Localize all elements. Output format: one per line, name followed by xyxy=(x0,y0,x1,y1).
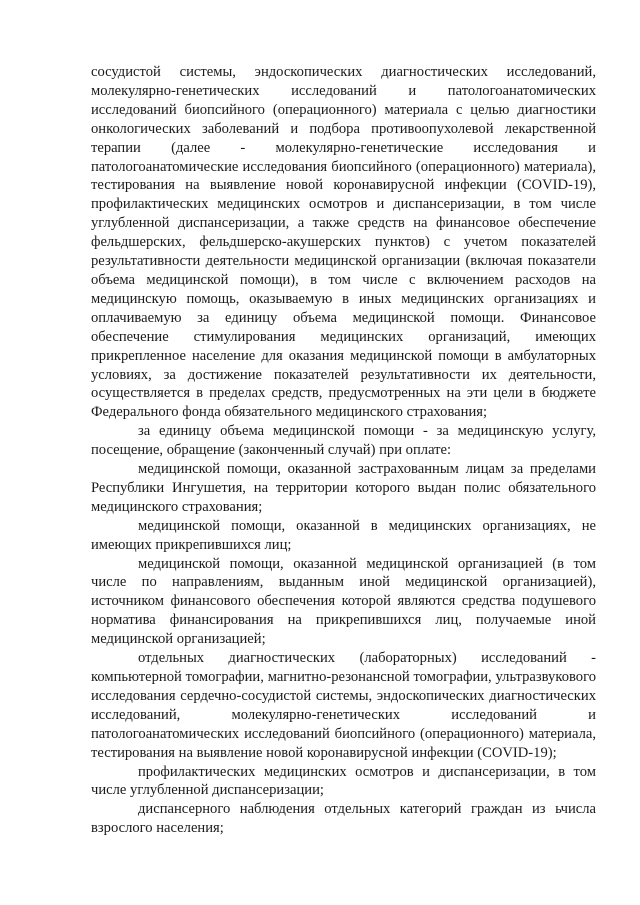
paragraph-outside-republic: медицинской помощи, оказанной застрахованным лицам за пределами Республики Ингушетия, на территории которого выдан полис обязательного медицинского страхования; xyxy=(91,461,596,515)
paragraph-referrals: медицинской помощи, оказанной медицинской организацией (в том числе по направлениям, выданным иной медицинской организацией), источником финансового обеспечения которой являются средства подушевого норматива финансирования на прикрепившихся лиц, получаемые иной медицинской организацией; xyxy=(91,555,596,648)
paragraph-dispensary-observation: диспансерного наблюдения отдельных категорий граждан из ьчисла взрослого населения; xyxy=(91,801,596,837)
paragraph-continuation: сосудистой системы, эндоскопических диагностических исследований, молекулярно-генетических исследований и патологоанатомических исследований биопсийного (операционного) материала с целью диагностики онкологических заболеваний и подбора противоопухолевой лекарственной терапии (далее - молекулярно-генетические исследования и патологоанатомические исследования биопсийного (операционного) материала), тестирования на выявление новой коронавирусной инфекции (COVID-19), профилактических медицинских осмотров и диспансеризации, в том числе углубленной диспансеризации, а также средств на финансовое обеспечение фельдшерских, фельдшерско-акушерских пунктов) с учетом показателей результативности деятельности медицинской организации (включая показатели объема медицинской помощи), в том числе с включением расходов на медицинскую помощь, оказываемую в иных медицинских организациях и оплачиваемую за единицу объема медицинской помощи. Финансовое обеспечение стимулирования медицинских организаций, имеющих прикрепленное население для оказания медицинской помощи в амбулаторных условиях, за достижение показателей результативности их деятельности, осуществляется в пределах средств, предусмотренных на эти цели в бюджете Федерального фонда обязательного медицинского страхования; xyxy=(91,64,596,421)
paragraph-no-attached-persons: медицинской помощи, оказанной в медицинских организациях, не имеющих прикрепившихся лиц; xyxy=(91,517,596,553)
paragraph-diagnostic-tests: отдельных диагностических (лабораторных) исследований - компьютерной томографии, магнитно-резонансной томографии, ультразвукового исследования сердечно-сосудистой системы, эндоскопических диагностических исследований, молекулярно-генетических исследований и патологоанатомических исследований биопсийного (операционного) материала, тестирования на выявление новой коронавирусной инфекции (COVID-19); xyxy=(91,650,596,761)
document-page xyxy=(91,63,596,838)
paragraph-unit-of-volume: за единицу объема медицинской помощи - за медицинскую услугу, посещение, обращение (законченный случай) при оплате: xyxy=(91,423,596,459)
paragraph-preventive-exams: профилактических медицинских осмотров и диспансеризации, в том числе углубленной диспансеризации; xyxy=(91,763,596,799)
